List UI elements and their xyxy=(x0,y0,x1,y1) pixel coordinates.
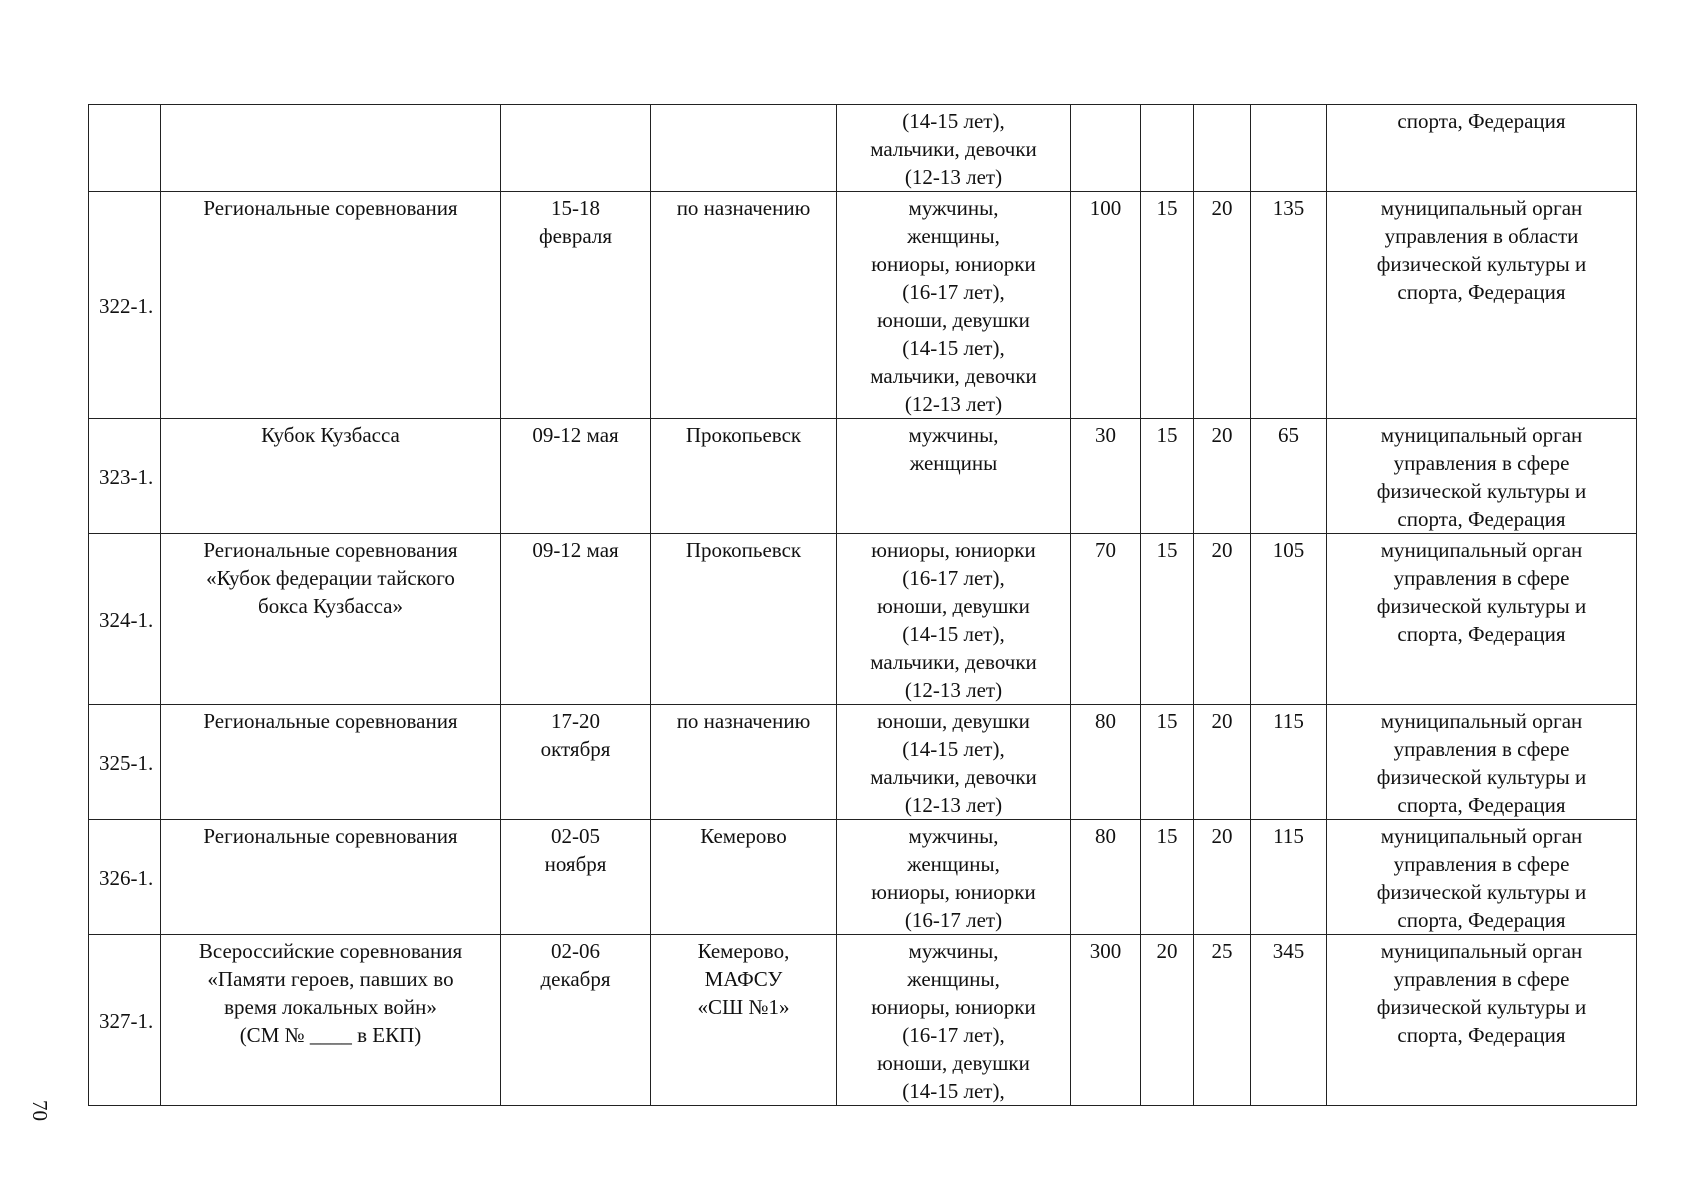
count-3-cell: 20 xyxy=(1194,820,1251,935)
organizer-cell-line: спорта, Федерация xyxy=(1397,507,1566,531)
count-3-cell: 20 xyxy=(1194,192,1251,419)
total-cell: 65 xyxy=(1251,419,1327,534)
organizer-cell xyxy=(1327,192,1637,419)
event-cell-line: Всероссийские соревнования xyxy=(198,939,463,963)
organizer-cell-line: управления в сфере xyxy=(1393,967,1570,991)
event-cell xyxy=(161,192,501,419)
row-number-cell: 322-1. xyxy=(89,192,161,419)
count-2-cell: 15 xyxy=(1141,534,1194,705)
event-cell-line: «Кубок федерации тайского xyxy=(206,566,455,590)
place-cell xyxy=(651,705,837,820)
participants-cell-line: мужчины, xyxy=(908,939,999,963)
place-cell-line: «СШ №1» xyxy=(697,995,790,1019)
count-1-cell: 80 xyxy=(1071,820,1141,935)
organizer-cell-line: физической культуры и xyxy=(1376,479,1587,503)
participants-cell xyxy=(837,419,1071,534)
event-cell xyxy=(161,419,501,534)
count-1-cell: 100 xyxy=(1071,192,1141,419)
organizer-cell-line: спорта, Федерация xyxy=(1397,793,1566,817)
row-number-cell: 324-1. xyxy=(89,534,161,705)
count-2-cell: 15 xyxy=(1141,820,1194,935)
table-row xyxy=(89,935,1637,1106)
participants-cell xyxy=(837,935,1071,1106)
row-number-cell: 325-1. xyxy=(89,705,161,820)
participants-cell-line: мальчики, девочки xyxy=(870,364,1037,388)
participants-cell-line: (16-17 лет), xyxy=(902,280,1005,304)
participants-cell xyxy=(837,192,1071,419)
participants-cell xyxy=(837,820,1071,935)
table-row xyxy=(89,419,1637,534)
dates-cell-line: 09-12 мая xyxy=(532,538,619,562)
event-cell-line: Региональные соревнования xyxy=(203,709,458,733)
place-cell xyxy=(651,105,837,192)
place-cell xyxy=(651,820,837,935)
participants-cell-line: (16-17 лет) xyxy=(904,908,1003,932)
count-2-cell: 15 xyxy=(1141,419,1194,534)
row-number-cell xyxy=(89,105,161,192)
table-row xyxy=(89,705,1637,820)
participants-cell-line: мальчики, девочки xyxy=(870,137,1037,161)
count-2-cell: 15 xyxy=(1141,192,1194,419)
event-cell-line: «Памяти героев, павших во xyxy=(207,967,454,991)
participants-cell-line: юноши, девушки xyxy=(877,709,1030,733)
place-cell-line: Прокопьевск xyxy=(685,423,802,447)
participants-cell xyxy=(837,705,1071,820)
organizer-cell-line: муниципальный орган xyxy=(1380,939,1583,963)
place-cell-line: по назначению xyxy=(676,196,811,220)
organizer-cell-line: спорта, Федерация xyxy=(1397,280,1566,304)
table-body xyxy=(89,105,1637,1106)
event-cell-line: Региональные соревнования xyxy=(203,824,458,848)
participants-cell-line: женщины, xyxy=(907,967,1000,991)
event-cell-line: (СМ № ____ в ЕКП) xyxy=(239,1023,422,1047)
participants-cell-line: юноши, девушки xyxy=(877,308,1030,332)
page-number: 70 xyxy=(28,1100,52,1121)
participants-cell-line: юниоры, юниорки xyxy=(871,995,1036,1019)
count-2-cell xyxy=(1141,105,1194,192)
organizer-cell-line: спорта, Федерация xyxy=(1397,109,1566,133)
organizer-cell-line: муниципальный орган xyxy=(1380,423,1583,447)
participants-cell-line: (16-17 лет), xyxy=(902,1023,1005,1047)
place-cell xyxy=(651,534,837,705)
participants-cell-line: юноши, девушки xyxy=(877,1051,1030,1075)
dates-cell-line: октября xyxy=(540,737,611,761)
total-cell: 345 xyxy=(1251,935,1327,1106)
organizer-cell-line: физической культуры и xyxy=(1376,594,1587,618)
dates-cell-line: 02-05 xyxy=(551,824,600,848)
total-cell: 115 xyxy=(1251,705,1327,820)
organizer-cell xyxy=(1327,935,1637,1106)
event-cell-line: бокса Кузбасса» xyxy=(258,594,403,618)
participants-cell-line: (14-15 лет), xyxy=(902,1079,1005,1103)
participants-cell-line: юниоры, юниорки xyxy=(871,538,1036,562)
participants-cell-line: (14-15 лет), xyxy=(902,336,1005,360)
participants-cell-line: женщины, xyxy=(907,224,1000,248)
dates-cell xyxy=(501,935,651,1106)
total-cell: 135 xyxy=(1251,192,1327,419)
place-cell-line: Кемерово xyxy=(700,824,787,848)
organizer-cell xyxy=(1327,705,1637,820)
organizer-cell-line: управления в сфере xyxy=(1393,737,1570,761)
participants-cell-line: (12-13 лет) xyxy=(904,793,1003,817)
dates-cell xyxy=(501,105,651,192)
participants-cell-line: (12-13 лет) xyxy=(904,392,1003,416)
participants-cell-line: мужчины, xyxy=(908,196,999,220)
organizer-cell-line: физической культуры и xyxy=(1376,765,1587,789)
count-2-cell: 20 xyxy=(1141,935,1194,1106)
row-number-cell: 327-1. xyxy=(89,935,161,1106)
total-cell: 115 xyxy=(1251,820,1327,935)
event-cell-line: Региональные соревнования xyxy=(203,538,458,562)
organizer-cell xyxy=(1327,419,1637,534)
count-1-cell: 300 xyxy=(1071,935,1141,1106)
event-cell xyxy=(161,705,501,820)
dates-cell-line: 02-06 xyxy=(551,939,600,963)
participants-cell xyxy=(837,105,1071,192)
organizer-cell xyxy=(1327,534,1637,705)
dates-cell-line: февраля xyxy=(539,224,612,248)
dates-cell-line: 15-18 xyxy=(551,196,600,220)
event-cell-line: Региональные соревнования xyxy=(203,196,458,220)
table-row xyxy=(89,105,1637,192)
event-cell xyxy=(161,105,501,192)
organizer-cell-line: муниципальный орган xyxy=(1380,196,1583,220)
participants-cell-line: мальчики, девочки xyxy=(870,765,1037,789)
participants-cell-line: мальчики, девочки xyxy=(870,650,1037,674)
event-cell xyxy=(161,820,501,935)
dates-cell xyxy=(501,534,651,705)
organizer-cell xyxy=(1327,820,1637,935)
place-cell-line: МАФСУ xyxy=(704,967,783,991)
participants-cell-line: (12-13 лет) xyxy=(904,678,1003,702)
place-cell-line: Прокопьевск xyxy=(685,538,802,562)
organizer-cell-line: управления в сфере xyxy=(1393,451,1570,475)
event-cell xyxy=(161,534,501,705)
participants-cell-line: женщины, xyxy=(907,852,1000,876)
participants-cell-line: мужчины, xyxy=(908,423,999,447)
participants-cell-line: (12-13 лет) xyxy=(904,165,1003,189)
count-3-cell xyxy=(1194,105,1251,192)
dates-cell-line: ноября xyxy=(544,852,607,876)
competitions-table xyxy=(88,104,1637,1106)
organizer-cell-line: управления в сфере xyxy=(1393,566,1570,590)
dates-cell xyxy=(501,705,651,820)
count-1-cell: 80 xyxy=(1071,705,1141,820)
dates-cell-line: 09-12 мая xyxy=(532,423,619,447)
organizer-cell-line: муниципальный орган xyxy=(1380,824,1583,848)
count-3-cell: 20 xyxy=(1194,705,1251,820)
count-1-cell: 70 xyxy=(1071,534,1141,705)
count-2-cell: 15 xyxy=(1141,705,1194,820)
place-cell xyxy=(651,419,837,534)
participants-cell-line: юниоры, юниорки xyxy=(871,252,1036,276)
event-cell-line: время локальных войн» xyxy=(224,995,437,1019)
total-cell xyxy=(1251,105,1327,192)
total-cell: 105 xyxy=(1251,534,1327,705)
participants-cell-line: (14-15 лет), xyxy=(902,737,1005,761)
organizer-cell-line: физической культуры и xyxy=(1376,252,1587,276)
place-cell-line: по назначению xyxy=(676,709,811,733)
participants-cell-line: (14-15 лет), xyxy=(902,109,1005,133)
participants-cell-line: женщины xyxy=(909,451,998,475)
count-3-cell: 25 xyxy=(1194,935,1251,1106)
participants-cell-line: юниоры, юниорки xyxy=(871,880,1036,904)
participants-cell-line: юноши, девушки xyxy=(877,594,1030,618)
count-3-cell: 20 xyxy=(1194,419,1251,534)
table-row xyxy=(89,192,1637,419)
place-cell-line: Кемерово, xyxy=(697,939,790,963)
organizer-cell-line: спорта, Федерация xyxy=(1397,622,1566,646)
participants-cell xyxy=(837,534,1071,705)
place-cell xyxy=(651,192,837,419)
organizer-cell-line: муниципальный орган xyxy=(1380,709,1583,733)
organizer-cell-line: управления в области xyxy=(1384,224,1579,248)
participants-cell-line: (14-15 лет), xyxy=(902,622,1005,646)
count-1-cell: 30 xyxy=(1071,419,1141,534)
dates-cell xyxy=(501,419,651,534)
organizer-cell-line: управления в сфере xyxy=(1393,852,1570,876)
event-cell-line: Кубок Кузбасса xyxy=(261,423,400,447)
table-row xyxy=(89,820,1637,935)
organizer-cell-line: спорта, Федерация xyxy=(1397,908,1566,932)
organizer-cell-line: физической культуры и xyxy=(1376,995,1587,1019)
table-row xyxy=(89,534,1637,705)
participants-cell-line: мужчины, xyxy=(908,824,999,848)
organizer-cell-line: муниципальный орган xyxy=(1380,538,1583,562)
count-3-cell: 20 xyxy=(1194,534,1251,705)
place-cell xyxy=(651,935,837,1106)
organizer-cell-line: спорта, Федерация xyxy=(1397,1023,1566,1047)
organizer-cell-line: физической культуры и xyxy=(1376,880,1587,904)
organizer-cell xyxy=(1327,105,1637,192)
dates-cell-line: декабря xyxy=(540,967,611,991)
dates-cell xyxy=(501,192,651,419)
event-cell xyxy=(161,935,501,1106)
dates-cell xyxy=(501,820,651,935)
dates-cell-line: 17-20 xyxy=(551,709,600,733)
participants-cell-line: (16-17 лет), xyxy=(902,566,1005,590)
row-number-cell: 323-1. xyxy=(89,419,161,534)
row-number-cell: 326-1. xyxy=(89,820,161,935)
count-1-cell xyxy=(1071,105,1141,192)
